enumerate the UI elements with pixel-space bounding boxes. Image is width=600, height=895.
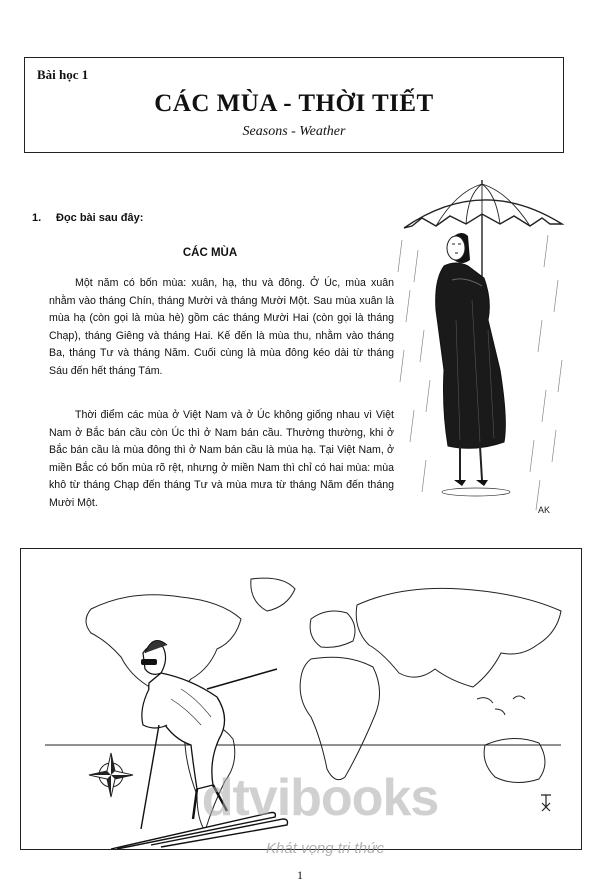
lesson-header-box — [24, 57, 564, 153]
compass-rose-icon — [89, 753, 133, 797]
illustration-signature: AK — [538, 505, 551, 515]
lesson-title: CÁC MÙA - THỜI TIẾT — [154, 90, 434, 117]
paragraph-text: Thời điểm các mùa ở Việt Nam và ở Úc không giống nhau vì Việt Nam ở Bắc bán cầu còn Úc thì ở Nam bán cầu. Thường thường, khi ở Bắc bán cầu là mùa đông thì ở Nam bán cầu là mùa hạ. Tại Việt Nam, ở miền Bắc có bốn mùa rõ rệt, nhưng ở miền Nam thì chỉ có hai mùa: mùa khô từ tháng Chạp đến tháng Tư và mùa mưa từ tháng Năm đến tháng Mười Một. — [49, 409, 394, 509]
watermark-brand: dtvibooks — [201, 769, 439, 827]
paragraph-text: Một năm có bốn mùa: xuân, hạ, thu và đông. Ở Úc, mùa xuân nhằm vào tháng Chín, tháng Mười và tháng Mười Một. Sau mùa xuân là mùa hạ (còn gọi là mùa hè) gồm các tháng Mười Hai (còn gọi là tháng Chạp), tháng Giêng và tháng Hai. Kế đến là mùa thu, nhằm vào tháng Ba, tháng Tư và tháng Năm. Cuối cùng là mùa đông kéo dài từ tháng Sáu đến hết tháng Tám. — [49, 277, 394, 377]
lesson-label: Bài học 1 — [37, 67, 89, 82]
umbrella-woman-illustration — [396, 180, 568, 520]
page-number: 1 — [297, 868, 303, 882]
watermark-tagline: Khát vọng tri thức — [266, 840, 384, 857]
lesson-subtitle: Seasons - Weather — [242, 124, 346, 139]
reading-paragraph-1 — [49, 275, 394, 381]
reading-paragraph-2 — [49, 407, 394, 513]
exercise-instruction: Đọc bài sau đây: — [56, 212, 144, 224]
reading-title: CÁC MÙA — [182, 247, 238, 259]
exercise-number: 1. — [32, 212, 42, 224]
exercise-heading — [32, 212, 143, 224]
chair-icon — [541, 795, 551, 811]
